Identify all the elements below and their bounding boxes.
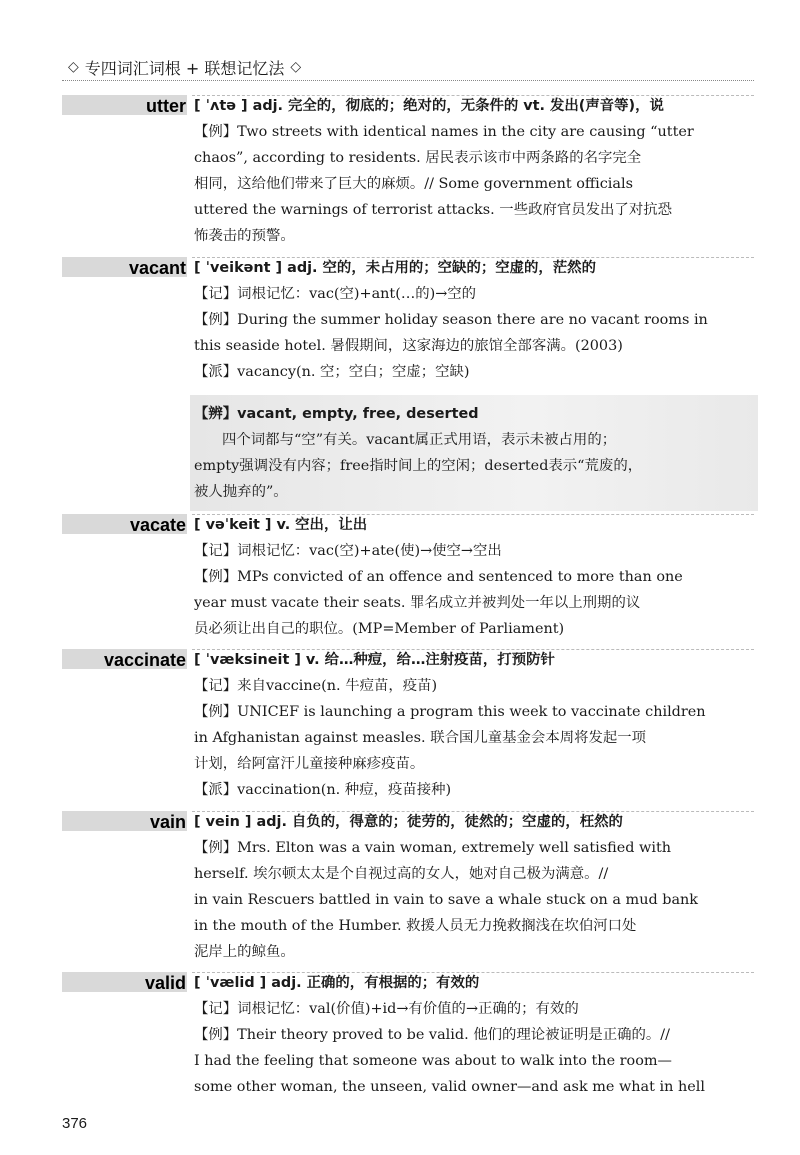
page-number: 376 xyxy=(62,1115,88,1132)
entry-definition: [ vəˈkeit ] v. 空出，让出 xyxy=(194,517,368,533)
entry-body xyxy=(194,512,752,642)
entry-definition: [ ˈveikənt ] adj. 空的，未占用的；空缺的；空虚的，茫然的 xyxy=(194,260,596,276)
entry-line: in vain Rescuers battled in vain to save a whale stuck on a mud bank xyxy=(194,892,699,908)
header-rule xyxy=(62,80,754,81)
entry-line: 【例】Their theory proved to be valid. 他们的理论被证明是正确的。// xyxy=(194,1027,670,1043)
entry-line: 【例】MPs convicted of an offence and sentenced to more than one xyxy=(194,569,683,585)
distinction-line: 被人抛弃的”。 xyxy=(194,484,288,500)
entry-line: some other woman, the unseen, valid owner—and ask me what in hell xyxy=(194,1079,705,1095)
entry-body xyxy=(194,809,752,965)
headword: vain xyxy=(149,812,186,832)
entry-line: 【派】vaccination(n. 种痘，疫苗接种) xyxy=(194,782,452,798)
distinction-box xyxy=(190,395,758,511)
entry-line: chaos”, according to residents. 居民表示该市中两条路的名字完全 xyxy=(194,150,642,166)
entry-line: 【记】词根记忆：val(价值)+id→有价值的→正确的；有效的 xyxy=(194,1001,579,1017)
entry-line: 【例】Mrs. Elton was a vain woman, extremely well satisfied with xyxy=(194,840,672,856)
entry-line: this seaside hotel. 暑假期间，这家海边的旅馆全部客满。(2003) xyxy=(194,338,623,354)
headword: utter xyxy=(146,96,186,116)
headword: vacant xyxy=(128,258,186,278)
entry-definition: [ ˈvælid ] adj. 正确的，有根据的；有效的 xyxy=(194,975,480,991)
entry-definition: [ ˈvæksineit ] v. 给…种痘，给…注射疫苗，打预防针 xyxy=(194,652,555,668)
distinction-line: 四个词都与“空”有关。vacant属正式用语，表示未被占用的； xyxy=(222,432,617,448)
entry-line: in the mouth of the Humber. 救援人员无力挽救搁浅在坎伯河口处 xyxy=(194,918,637,934)
entry-line: I had the feeling that someone was about to walk into the room— xyxy=(194,1053,672,1069)
headword: vacate xyxy=(129,515,186,535)
headword: valid xyxy=(144,973,186,993)
entry-line: herself. 埃尔顿太太是个自视过高的女人，她对自己极为满意。// xyxy=(194,866,609,882)
entry-definition: [ ˈʌtə ] adj. 完全的，彻底的；绝对的，无条件的 vt. 发出(声音等)，说 xyxy=(194,98,664,114)
entry-line: 【记】词根记忆：vac(空)+ant(…的)→空的 xyxy=(194,286,477,302)
header-title: 专四词汇词根 + 联想记忆法 xyxy=(84,58,285,78)
diamond-ornament-icon: ◇ xyxy=(290,59,302,75)
entry-body xyxy=(194,255,752,511)
distinction-line: empty强调没有内容；free指时间上的空闲；deserted表示“荒废的， xyxy=(194,458,643,474)
entry-line: 计划，给阿富汗儿童接种麻疹疫苗。 xyxy=(194,756,425,772)
entry-body xyxy=(194,93,752,249)
entry-line: 怖袭击的预警。 xyxy=(194,228,295,244)
entry-line: 【例】During the summer holiday season there are no vacant rooms in xyxy=(194,312,708,328)
entry-body xyxy=(194,647,752,803)
entry-line: 相同，这给他们带来了巨大的麻烦。// Some government officials xyxy=(194,176,633,192)
entry-line: 【记】词根记忆：vac(空)+ate(使)→使空→空出 xyxy=(194,543,502,559)
entry-line: 泥岸上的鲸鱼。 xyxy=(194,944,295,960)
entry-line: 【派】vacancy(n. 空；空白；空虚；空缺) xyxy=(194,364,470,380)
distinction-title: 【辨】vacant, empty, free, deserted xyxy=(194,406,479,422)
diamond-ornament-icon: ◇ xyxy=(68,59,79,75)
entry-line: 【例】Two streets with identical names in the city are causing “utter xyxy=(194,124,694,140)
entry-line: year must vacate their seats. 罪名成立并被判处一年以上刑期的议 xyxy=(194,595,641,611)
entry-definition: [ vein ] adj. 自负的，得意的；徒劳的，徒然的；空虚的，枉然的 xyxy=(194,814,623,830)
entry-line: in Afghanistan against measles. 联合国儿童基金会本周将发起一项 xyxy=(194,730,647,746)
entry-line: 【例】UNICEF is launching a program this week to vaccinate children xyxy=(194,704,706,720)
headword: vaccinate xyxy=(103,650,186,670)
entry-body xyxy=(194,970,752,1100)
entry-line: uttered the warnings of terrorist attacks. 一些政府官员发出了对抗恐 xyxy=(194,202,672,218)
entry-line: 【记】来自vaccine(n. 牛痘苗，疫苗) xyxy=(194,678,438,694)
running-header xyxy=(62,52,752,82)
entry-line: 员必须让出自己的职位。(MP=Member of Parliament) xyxy=(194,621,565,637)
